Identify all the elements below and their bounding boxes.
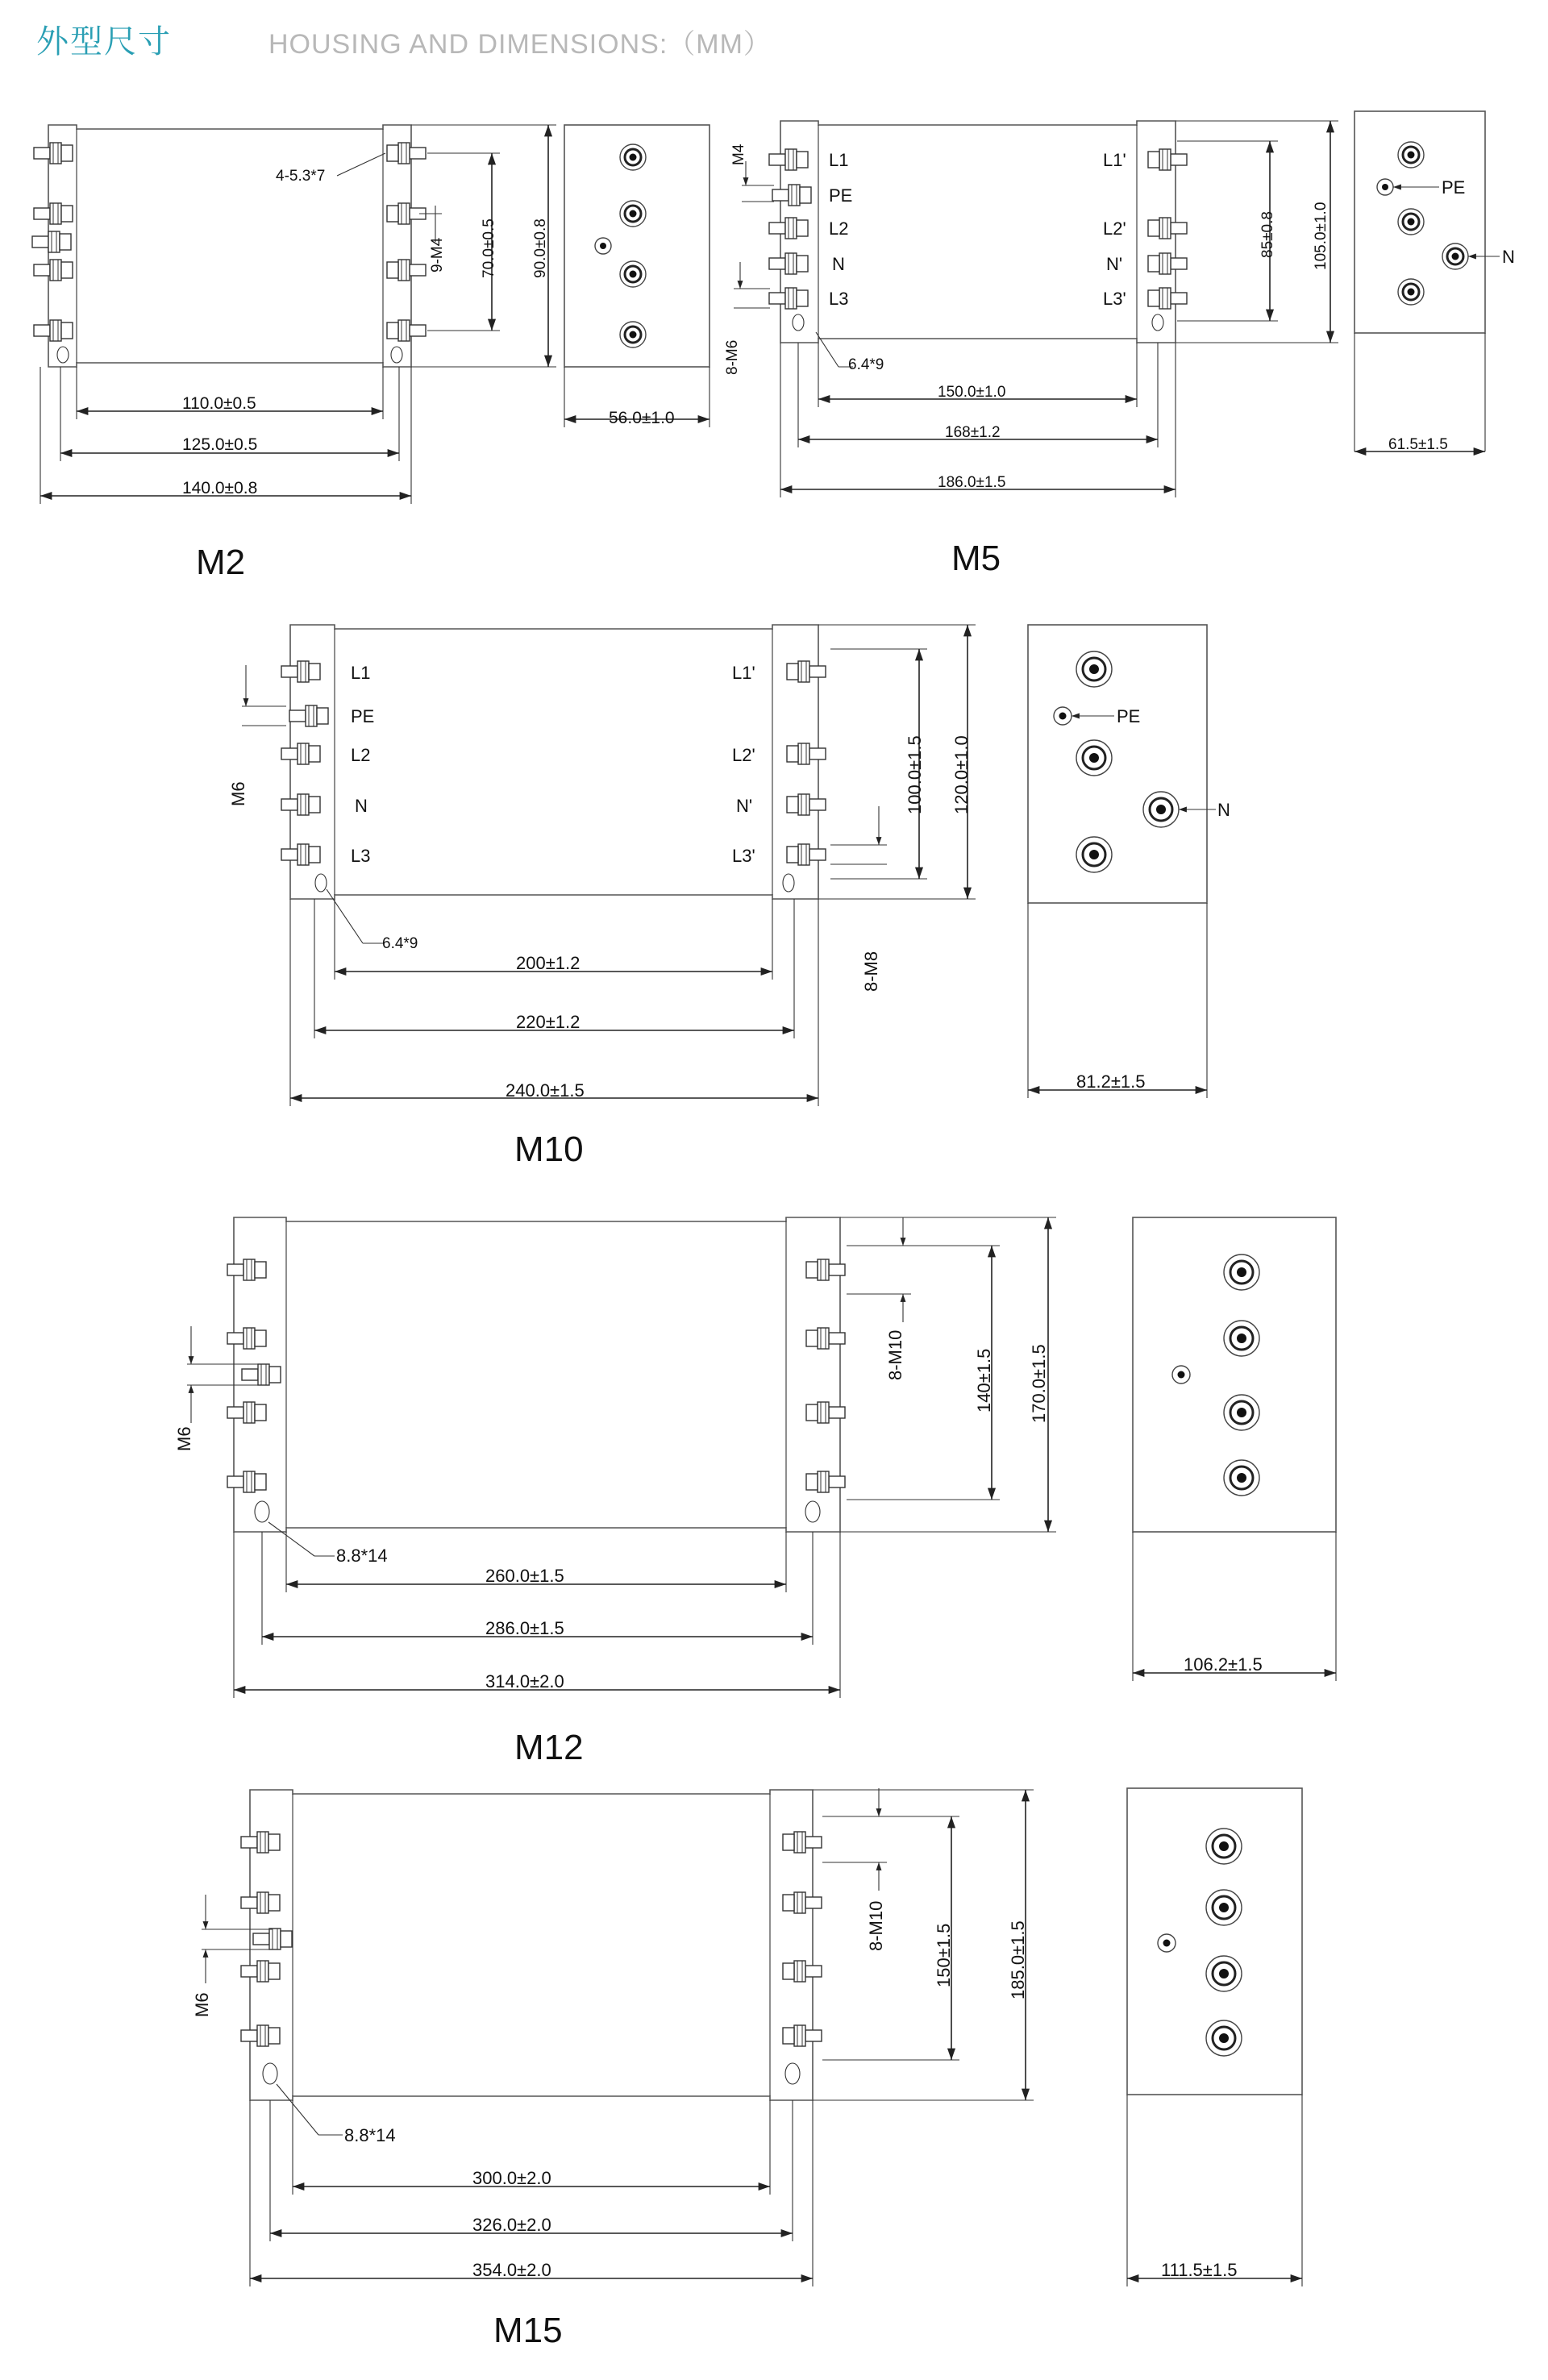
m15-model-label: M15 xyxy=(493,2311,563,2350)
m15-width1-label: 300.0±2.0 xyxy=(472,2168,551,2188)
m2-hole-label: 4-5.3*7 xyxy=(276,168,326,185)
m15-thread-label: 8-M10 xyxy=(866,1900,886,1951)
m10-label-np: N' xyxy=(736,796,753,816)
page-subtitle: HOUSING AND DIMENSIONS:（MM） xyxy=(268,29,772,60)
m15-width3-label: 354.0±2.0 xyxy=(472,2260,551,2280)
m10-side-pe-label: PE xyxy=(1117,706,1141,726)
m5-label-l2p: L2' xyxy=(1103,218,1126,239)
m12-width3-label: 314.0±2.0 xyxy=(485,1671,564,1691)
m10-hole-label: 6.4*9 xyxy=(382,935,418,952)
m10-label-pe: PE xyxy=(351,706,375,726)
m2-height-label: 90.0±0.8 xyxy=(532,218,549,278)
m5-inner-height-label: 85±0.8 xyxy=(1259,211,1276,258)
m5-side-pe-label: PE xyxy=(1442,177,1466,198)
m2-width2-label: 125.0±0.5 xyxy=(182,435,258,454)
m2-side-view xyxy=(564,125,710,427)
m5-label-n: N xyxy=(832,254,845,274)
m15-width2-label: 326.0±2.0 xyxy=(472,2215,551,2235)
m5-hole-label: 6.4*9 xyxy=(848,356,884,373)
m5-model-label: M5 xyxy=(951,539,1001,578)
m10-model-label: M10 xyxy=(514,1130,584,1169)
m10-label-l3: L3 xyxy=(351,846,371,866)
m5-width2-label: 168±1.2 xyxy=(945,424,1001,441)
m2-model-label: M2 xyxy=(196,543,246,582)
m5-thread-label: 8-M6 xyxy=(724,339,741,375)
m12-pe-thread-label: M6 xyxy=(174,1426,194,1451)
m2-width1-label: 110.0±0.5 xyxy=(182,394,256,413)
m5-depth-label: 61.5±1.5 xyxy=(1388,436,1448,453)
m5-pe-thread-label: M4 xyxy=(730,144,747,165)
m5-width3-label: 186.0±1.5 xyxy=(938,474,1006,491)
m10-front-view xyxy=(228,625,976,1106)
m10-depth-label: 81.2±1.5 xyxy=(1076,1071,1146,1092)
m12-hole-label: 8.8*14 xyxy=(336,1546,388,1566)
m10-width2-label: 220±1.2 xyxy=(516,1012,580,1032)
m10-label-l2p: L2' xyxy=(732,745,755,765)
m10-width1-label: 200±1.2 xyxy=(516,953,580,973)
m12-height-label: 170.0±1.5 xyxy=(1029,1344,1049,1423)
m5-label-l3: L3 xyxy=(829,289,849,309)
m10-label-l1: L1 xyxy=(351,663,371,683)
m15-depth-label: 111.5±1.5 xyxy=(1161,2260,1238,2280)
m12-depth-label: 106.2±1.5 xyxy=(1184,1654,1263,1675)
m12-side-view xyxy=(1133,1217,1336,1681)
m5-label-pe: PE xyxy=(829,185,853,206)
m5-side-view xyxy=(1354,111,1515,453)
m10-height-label: 120.0±1.0 xyxy=(951,735,972,814)
m15-inner-height-label: 150±1.5 xyxy=(934,1923,954,1987)
m10-label-l1p: L1' xyxy=(732,663,755,683)
m10-inner-height-label: 100.0±1.5 xyxy=(905,735,925,814)
m15-hole-label: 8.8*14 xyxy=(344,2125,396,2145)
m12-inner-height-label: 140±1.5 xyxy=(974,1348,994,1413)
page-title: 外型尺寸 xyxy=(36,23,172,60)
m5-width1-label: 150.0±1.0 xyxy=(938,384,1006,401)
m12-model-label: M12 xyxy=(514,1728,584,1767)
m5-height-label: 105.0±1.0 xyxy=(1313,202,1330,270)
m12-width2-label: 286.0±1.5 xyxy=(485,1618,564,1638)
m5-label-l1p: L1' xyxy=(1103,150,1126,170)
m15-pe-thread-label: M6 xyxy=(192,1992,212,2017)
m2-inner-height-label: 70.0±0.5 xyxy=(481,218,497,278)
m2-depth-label: 56.0±1.0 xyxy=(609,409,675,427)
m12-width1-label: 260.0±1.5 xyxy=(485,1566,564,1586)
m10-label-l2: L2 xyxy=(351,745,371,765)
m10-label-n: N xyxy=(355,796,368,816)
m5-label-l2: L2 xyxy=(829,218,849,239)
m10-side-view xyxy=(1028,625,1230,1098)
m5-front-view xyxy=(724,121,1338,497)
m10-width3-label: 240.0±1.5 xyxy=(506,1080,585,1101)
m15-side-view xyxy=(1127,1788,1302,2286)
m10-thread-label: 8-M8 xyxy=(861,951,881,992)
m2-front-view xyxy=(32,125,556,504)
m2-width3-label: 140.0±0.8 xyxy=(182,479,258,497)
m10-side-n-label: N xyxy=(1217,800,1230,820)
m2-thread-label: 9-M4 xyxy=(429,237,446,273)
m12-front-view xyxy=(174,1217,1056,1698)
m12-thread-label: 8-M10 xyxy=(885,1329,905,1380)
m5-side-n-label: N xyxy=(1502,247,1515,267)
m15-height-label: 185.0±1.5 xyxy=(1008,1920,1028,1999)
m5-label-np: N' xyxy=(1106,254,1123,274)
m5-label-l1: L1 xyxy=(829,150,849,170)
m10-label-l3p: L3' xyxy=(732,846,755,866)
m15-front-view xyxy=(192,1788,1034,2286)
m5-label-l3p: L3' xyxy=(1103,289,1126,309)
m10-pe-thread-label: M6 xyxy=(228,781,248,806)
